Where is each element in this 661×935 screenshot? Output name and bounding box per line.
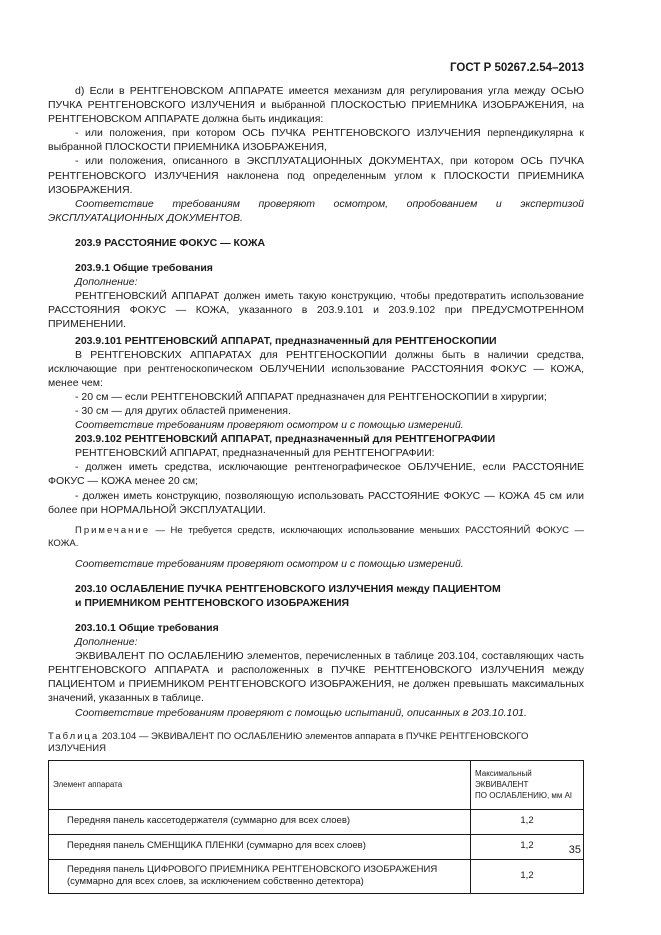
document-body — [48, 84, 584, 894]
paragraph: ЭКВИВАЛЕНТ ПО ОСЛАБЛЕНИЮ элементов, перечисленных в таблице 203.104, составляющих часть РЕНТГЕНОВСКОГО АППАРАТА и расположенных в ПУЧКЕ РЕНТГЕНОВСКОГО ИЗЛУЧЕНИЯ между ПАЦИЕНТОМ и ПРИЕМНИКОМ РЕНТГЕНОВСКОГО ИЗОБРАЖЕНИЯ, не должен превышать максимальных значений, указанных в таблице. — [48, 650, 584, 705]
table-cell-element: Передняя панель кассетодержателя (суммарно для всех слоев) — [49, 809, 471, 834]
note-text: — Не требуется средств, исключающих использование меньших РАССТОЯНИЙ ФОКУС — КОЖА. — [48, 524, 584, 549]
subsection-heading-203-9-102: 203.9.102 РЕНТГЕНОВСКИЙ АППАРАТ, предназначенный для РЕНТГЕНОГРАФИИ — [75, 433, 496, 446]
paragraph: В РЕНТГЕНОВСКИХ АППАРАТАХ для РЕНТГЕНОСКОПИИ должны быть в наличии средства, исключающие при рентгеноскопическом ОБЛУЧЕНИИ использование РАССТОЯНИЯ ФОКУС — КОЖА, менее чем: — [48, 348, 584, 389]
table-cell-value: 1,2 — [471, 809, 584, 834]
section-heading-line: и ПРИЕМНИКОМ РЕНТГЕНОВСКОГО ИЗОБРАЖЕНИЯ — [75, 596, 350, 609]
table-caption-label: Таблица — [48, 730, 100, 742]
document-code: ГОСТ Р 50267.2.54–2013 — [450, 62, 584, 74]
list-item: - или положения, описанного в ЭКСПЛУАТАЦИОННЫХ ДОКУМЕНТАХ, при котором ОСЬ ПУЧКА РЕНТГЕНОВСКОГО ИЗЛУЧЕНИЯ наклонена под определенным углом к ПЛОСКОСТИ ПРИЕМНИКА ИЗОБРАЖЕНИЯ. — [48, 155, 584, 196]
addition-label: Дополнение: — [75, 276, 138, 289]
list-item: - должен иметь средства, исключающие рентгенографическое ОБЛУЧЕНИЕ, если РАССТОЯНИЕ ФОКУС — КОЖА менее 20 см; — [48, 461, 584, 488]
compliance-text: Соответствие требованиям проверяют осмотром, опробованием и экспертизой ЭКСПЛУАТАЦИОННЫХ ДОКУМЕНТОВ. — [48, 197, 584, 224]
table-caption-text: 203.104 — ЭКВИВАЛЕНТ ПО ОСЛАБЛЕНИЮ элементов аппарата в ПУЧКЕ РЕНТГЕНОВСКОГО ИЗЛУЧЕНИЯ — [48, 730, 529, 755]
table-row — [49, 834, 584, 859]
table-cell-element: Передняя панель ЦИФРОВОГО ПРИЕМНИКА РЕНТГЕНОВСКОГО ИЗОБРАЖЕНИЯ (суммарно для всех слоев, за исключением собственно детектора) — [49, 859, 471, 893]
attenuation-table — [48, 760, 584, 894]
paragraph-d: d) Если в РЕНТГЕНОВСКОМ АППАРАТЕ имеется механизм для регулирования угла между ОСЬЮ ПУЧКА РЕНТГЕНОВСКОГО ИЗЛУЧЕНИЯ и выбранной ПЛОСКОСТЬЮ ПРИЕМНИКА ИЗОБРАЖЕНИЯ, на РЕНТГЕНОВСКОМ АППАРАТЕ должна быть индикация: — [48, 85, 584, 126]
section-heading-203-9: 203.9 РАССТОЯНИЕ ФОКУС — КОЖА — [75, 236, 266, 249]
paragraph: РЕНТГЕНОВСКИЙ АППАРАТ, предназначенный для РЕНТГЕНОГРАФИИ: — [75, 447, 435, 460]
table-caption — [48, 731, 584, 756]
compliance-text: Соответствие требованиям проверяют с помощью испытаний, описанных в 203.10.101. — [75, 706, 527, 719]
subsection-heading-203-9-101: 203.9.101 РЕНТГЕНОВСКИЙ АППАРАТ, предназначенный для РЕНТГЕНОСКОПИИ — [75, 334, 497, 347]
list-item: - должен иметь конструкцию, позволяющую использовать РАССТОЯНИЕ ФОКУС — КОЖА 45 см или более при НОРМАЛЬНОЙ ЭКСПЛУАТАЦИИ. — [48, 489, 584, 516]
note — [48, 524, 584, 550]
table-row — [49, 809, 584, 834]
header-line: ПО ОСЛАБЛЕНИЮ, мм Al — [475, 791, 572, 801]
table-cell-value: 1,2 — [471, 834, 584, 859]
subsection-heading-203-9-1: 203.9.1 Общие требования — [75, 262, 213, 275]
table-cell-element: Передняя панель СМЕНЩИКА ПЛЕНКИ (суммарно для всех слоев) — [49, 834, 471, 859]
section-heading-line: 203.10 ОСЛАБЛЕНИЕ ПУЧКА РЕНТГЕНОВСКОГО ИЗЛУЧЕНИЯ между ПАЦИЕНТОМ — [75, 582, 501, 595]
column-header-element: Элемент аппарата — [49, 760, 471, 809]
table-cell-value: 1,2 — [471, 859, 584, 893]
addition-label: Дополнение: — [75, 636, 138, 649]
note-label: Примечание — [75, 524, 150, 536]
list-item: - или положения, при котором ОСЬ ПУЧКА РЕНТГЕНОВСКОГО ИЗЛУЧЕНИЯ перпендикулярна к выбранной ПЛОСКОСТИ ПРИЕМНИКА ИЗОБРАЖЕНИЯ, — [48, 127, 584, 154]
compliance-text: Соответствие требованиям проверяют осмотром и с помощью измерений. — [75, 557, 464, 570]
header-line: ЭКВИВАЛЕНТ — [475, 780, 529, 790]
paragraph: РЕНТГЕНОВСКИЙ АППАРАТ должен иметь такую конструкцию, чтобы предотвратить использование РАССТОЯНИЯ ФОКУС — КОЖА, указанного в 203.9.101 и 203.9.102 при ПРЕДУСМОТРЕННОМ ПРИМЕНЕНИИ. — [48, 290, 584, 331]
table-row — [49, 859, 584, 893]
header-line: Максимальный — [475, 769, 532, 779]
section-heading-203-10 — [48, 582, 584, 610]
table-header-row — [49, 760, 584, 809]
subsection-heading-203-10-1: 203.10.1 Общие требования — [75, 622, 219, 634]
list-item: - 30 см — для других областей применения. — [75, 404, 291, 417]
page-number: 35 — [568, 844, 581, 856]
compliance-text: Соответствие требованиям проверяют осмотром и с помощью измерений. — [75, 419, 464, 432]
column-header-max-value — [471, 760, 584, 809]
list-item: - 20 см — если РЕНТГЕНОВСКИЙ АППАРАТ предназначен для РЕНТГЕНОСКОПИИ в хирургии; — [75, 390, 547, 403]
